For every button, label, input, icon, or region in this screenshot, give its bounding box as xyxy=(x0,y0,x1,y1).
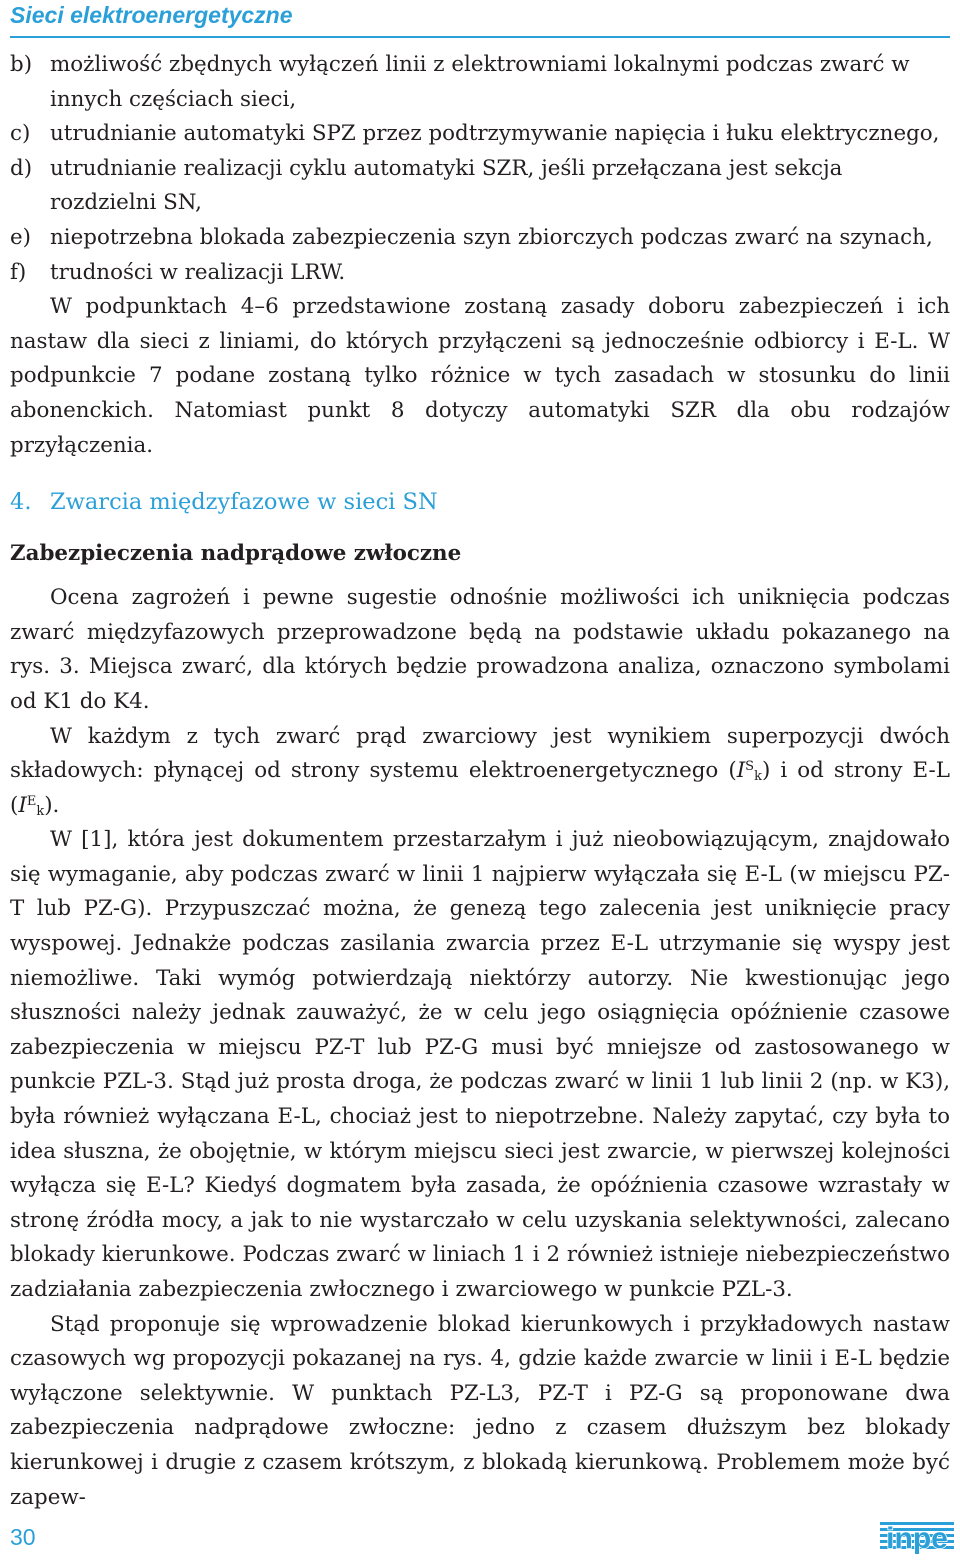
paragraph: W [1], która jest dokumentem przestarzałym i już nieobowiązującym, znajdowało się wymaganie, aby podczas zwarć w linii 1 najpierw wyłączała się E-L (w miejscu PZ-T lub PZ-G). Przypuszczać można, że genezą tego zalecenia jest uniknięcie pracy wyspowej. Jednakże podczas zasilania zwarcia przez E-L utrzymanie się wyspy jest niemożliwe. Taki wymóg potwierdzają niektórzy autorzy. Nie kwestionując jego słuszności należy jednak zauważyć, że w celu jego osiągnięcia opóźnienie czasowe zabezpieczenia w miejscu PZ-T lub PZ-G musi być mniejsze od zastosowanego w punkcie PZL-3. Stąd już prosta droga, że podczas zwarć w linii 1 lub linii 2 (np. w K3), była również wyłączana E-L, chociaż jest to niepotrzebne. Należy zapytać, czy była to idea słuszna, że obojętnie, w którym miejscu sieci jest zwarcie, w pierwszej kolejności wyłącza się E-L? Kiedyś dogmatem była zasada, że opóźnienia czasowe wzrastały w stronę źródła mocy, a jak to nie wystarczało w celu uzyskania selektywności, zalecano blokady kierunkowe. Podczas zwarć w liniach 1 i 2 również istnieje niebezpieczeństwo zadziałania zabezpieczenia zwłocznego i zwarciowego w punkcie PZL-3. xyxy=(10,827,950,1302)
list-item-text: utrudnianie realizacji cyklu automatyki SZR, jeśli przełączana jest sekcja rozdzielni SN, xyxy=(50,155,843,216)
list-item xyxy=(10,152,950,221)
paragraph-text: ) i od strony E-L ( xyxy=(10,758,950,818)
list-item-label: d) xyxy=(10,155,33,181)
paragraph xyxy=(10,720,950,824)
list-item xyxy=(10,117,950,152)
current-subscript: k xyxy=(754,769,762,785)
current-symbol: I xyxy=(18,792,27,818)
bullet-list xyxy=(10,48,950,290)
intro-paragraph: W podpunktach 4–6 przedstawione zostaną zasady doboru zabezpieczeń i ich nastaw dla sieci z liniami, do których przyłączeni są jednocześnie odbiorcy i E-L. W podpunkcie 7 podane zostaną tylko różnice w tych zasadach w stosunku do linii abonenckich. Natomiast punkt 8 dotyczy automatyki SZR dla obu rodzajów przyłączenia. xyxy=(10,294,950,458)
section-number: 4. xyxy=(10,489,32,516)
list-item-label: e) xyxy=(10,224,32,250)
body-text xyxy=(10,48,950,1515)
list-item-text: trudności w realizacji LRW. xyxy=(50,259,346,285)
inpe-logo xyxy=(880,1518,954,1558)
current-superscript: S xyxy=(745,759,755,775)
list-item-label: f) xyxy=(10,259,27,285)
subsection-heading: Zabezpieczenia nadprądowe zwłoczne xyxy=(10,541,462,567)
list-item-text: utrudnianie automatyki SPZ przez podtrzymywanie napięcia i łuku elektrycznego, xyxy=(50,121,940,147)
header-divider xyxy=(10,36,950,38)
current-subscript: k xyxy=(36,803,45,819)
paragraph: Stąd proponuje się wprowadzenie blokad kierunkowych i przykładowych nastaw czasowych wg propozycji pokazanej na rys. 4, gdzie każde zwarcie w linii i E-L będzie wyłączone selektywnie. W punktach PZ-L3, PZ-T i PZ-G są proponowane dwa zabezpieczenia nadprądowe zwłoczne: jedno z czasem dłuższym bez blokady kierunkowej i drugie z czasem krótszym, z blokadą kierunkową. Problemem może być zapew- xyxy=(10,1311,950,1510)
current-symbol: I xyxy=(736,758,746,784)
list-item xyxy=(10,48,950,117)
page-number: 30 xyxy=(10,1524,36,1550)
section-heading xyxy=(10,485,950,519)
paragraph-text: ). xyxy=(44,792,60,818)
paragraph: Ocena zagrożeń i pewne sugestie odnośnie możliwości ich uniknięcia podczas zwarć międzyfazowych przeprowadzone będą na podstawie układu pokazanego na rys. 3. Miejsca zwarć, dla których będzie prowadzona analiza, oznaczono symbolami od K1 do K4. xyxy=(10,585,950,714)
list-item xyxy=(10,221,950,256)
list-item-label: b) xyxy=(10,52,33,77)
section-title: Zwarcia międzyfazowe w sieci SN xyxy=(50,489,438,516)
paragraph-text: W każdym z tych zwarć prąd zwarciowy jest wynikiem superpozycji dwóch składowych: płynącej od strony systemu elektroenergetycznego ( xyxy=(10,723,950,784)
list-item-text: możliwość zbędnych wyłączeń linii z elektrowniami lokalnymi podczas zwarć w innych częściach sieci, xyxy=(50,52,910,112)
logo-wordmark: inpe xyxy=(886,1522,948,1555)
list-item-text: niepotrzebna blokada zabezpieczenia szyn zbiorczych podczas zwarć na szynach, xyxy=(50,224,933,250)
list-item xyxy=(10,256,950,291)
list-item-label: c) xyxy=(10,121,31,147)
running-header-title: Sieci elektroenergetyczne xyxy=(10,2,293,28)
current-superscript: E xyxy=(26,793,37,809)
